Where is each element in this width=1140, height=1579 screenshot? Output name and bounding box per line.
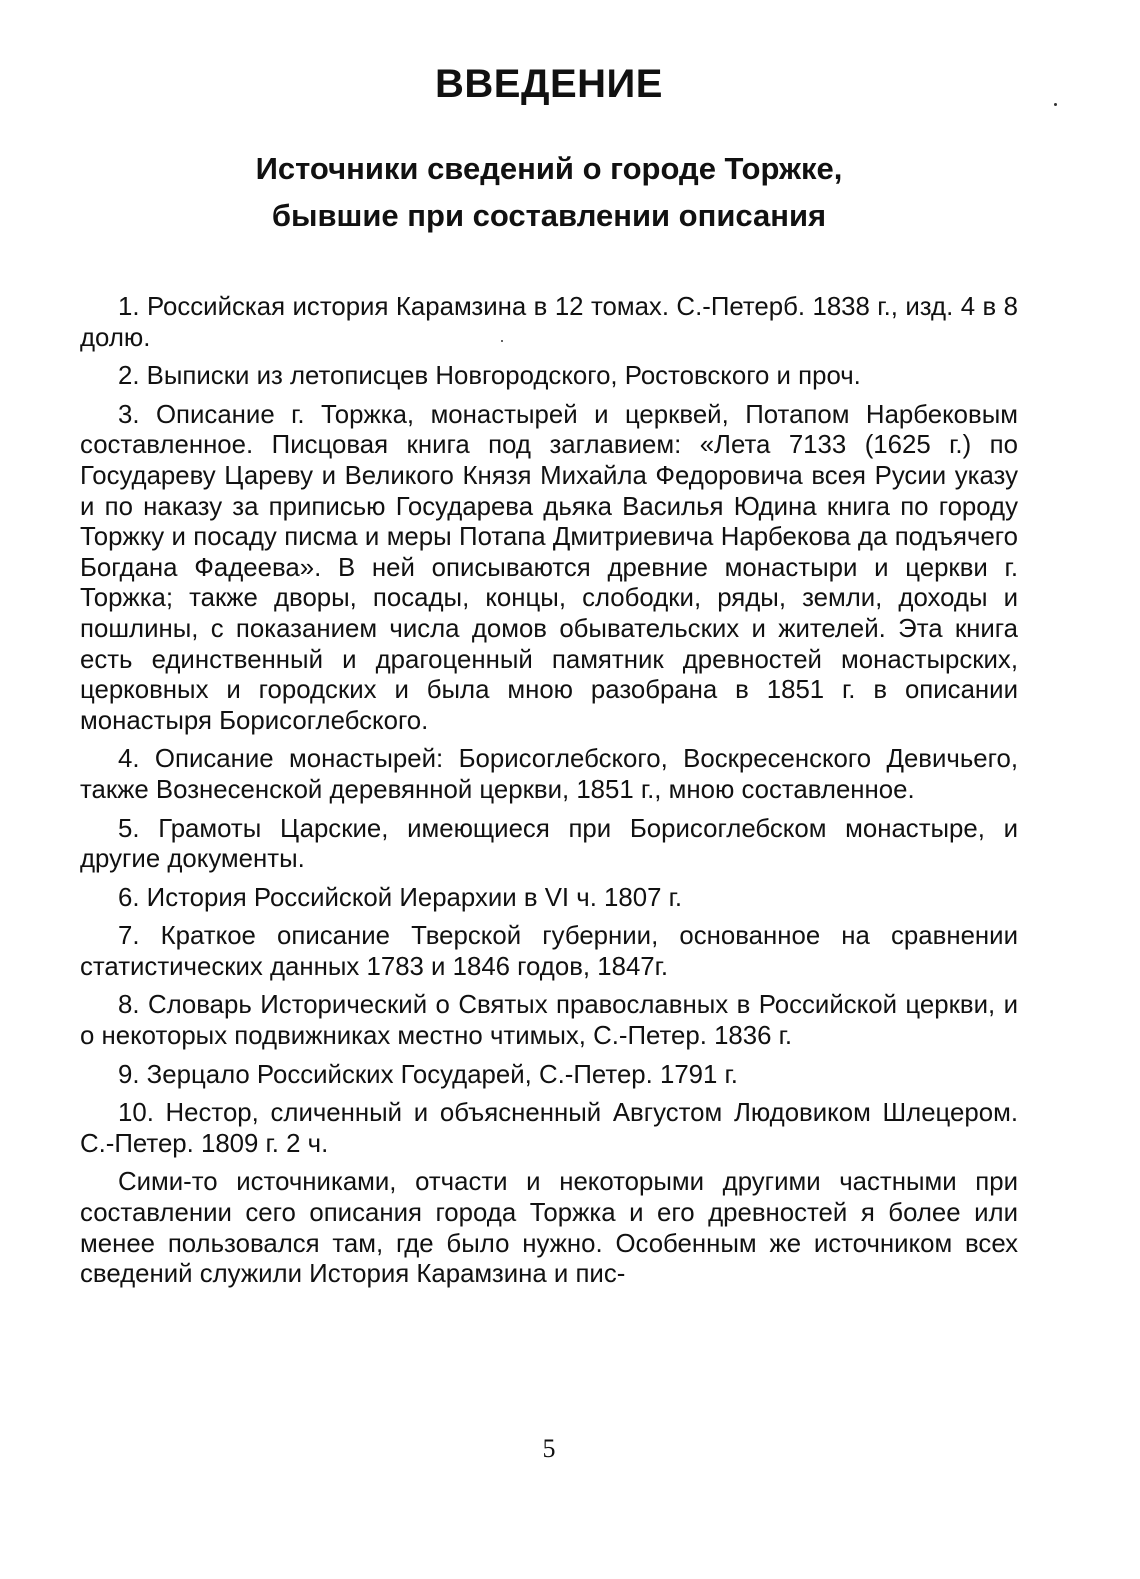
- source-item-10: 10. Нестор, сличенный и объясненный Августом Людовиком Шлецером. С.-Петер. 1809 г. 2 ч.: [80, 1099, 1018, 1158]
- body-text: [80, 292, 1018, 1290]
- scan-speck: [1054, 103, 1057, 106]
- chapter-title: ВВЕДЕНИЕ: [435, 62, 663, 106]
- source-item-5: 5. Грамоты Царские, имеющиеся при Борисоглебском монастыре, и другие документы.: [80, 814, 1018, 874]
- source-item-8: 8. Словарь Исторический о Святых православных в Российской церкви, и о некоторых подвижниках местно чтимых, С.-Петер. 1836 г.: [80, 991, 1018, 1051]
- subtitle-line-1: Источники сведений о городе Торжке,: [255, 151, 843, 186]
- source-item-6: 6. История Российской Иерархии в VI ч. 1807 г.: [118, 883, 683, 912]
- source-item-3: 3. Описание г. Торжка, монастырей и церквей, Потапом Нарбековым составленное. Писцовая книга под заглавием: «Лета 7133 (1625 г.) по Государеву Цареву и Великого Князя Михайла Федоровича всея Русии указу и по наказу за приписью Государева дьяка Василья Юдина книга по городу Торжку и посаду писма и меры Потапа Дмитриевича Нарбекова да подъячего Богдана Фадеева». В ней описываются древние монастыри и церкви г. Торжка; также дворы, посады, концы, слободки, ряды, земли, доходы и пошлины, с показанием числа домов обывательских и жителей. Эта книга есть единственный и драгоценный памятник древностей монастырских, церковных и городских и была мною разобрана в 1851 г. в описании монастыря Борисоглебского.: [80, 400, 1018, 735]
- page-number: 5: [542, 1434, 556, 1463]
- source-item-7: 7. Краткое описание Тверской губернии, основанное на сравнении статистических данных 1783 и 1846 годов, 1847г.: [80, 922, 1018, 981]
- scan-speck: [501, 340, 503, 342]
- source-item-2: 2. Выписки из летописцев Новгородского, Ростовского и проч.: [118, 362, 861, 391]
- source-item-9: 9. Зерцало Российских Государей, С.-Петер. 1791 г.: [118, 1060, 738, 1089]
- subtitle-line-2: бывшие при составлении описания: [271, 198, 827, 233]
- book-page: [80, 0, 1018, 1579]
- closing-paragraph: Сими-то источниками, отчасти и некоторыми другими частными при составлении сего описания города Торжка и его древностей я более или менее пользовался там, где было нужно. Особенным же источником всех сведений служили История Карамзина и пис-: [80, 1168, 1018, 1289]
- source-item-1: 1. Российская история Карамзина в 12 томах. С.-Петерб. 1838 г., изд. 4 в 8 долю.: [80, 293, 1018, 352]
- section-subtitle: [80, 145, 1018, 239]
- source-item-4: 4. Описание монастырей: Борисоглебского, Воскресенского Девичьего, также Вознесенской деревянной церкви, 1851 г., мною составленное.: [80, 745, 1018, 804]
